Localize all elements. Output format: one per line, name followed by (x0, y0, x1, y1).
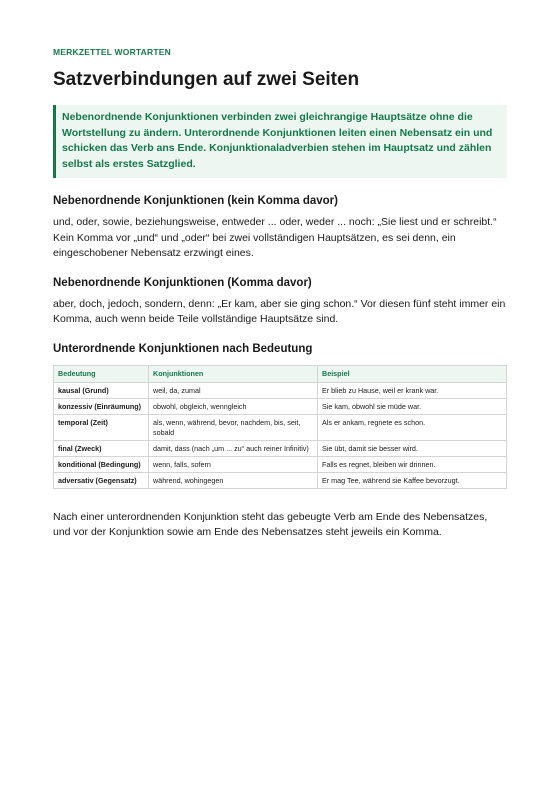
table-row (54, 440, 507, 456)
table-cell-example: Er mag Tee, während sie Kaffee bevorzugt. (318, 472, 507, 488)
table-cell-conjunctions: wenn, falls, sofern (149, 456, 318, 472)
section-body-coordinating-comma: aber, doch, jedoch, sondern, denn: „Er kam, aber sie ging schon.“ Vor diesen fünf steht immer ein Komma, auch wenn beide Teile vollständige Hauptsätze sind. (53, 297, 506, 325)
table-header-row (54, 365, 507, 382)
table-cell-example: Als er ankam, regnete es schon. (318, 414, 507, 440)
table-cell-meaning: temporal (Zeit) (54, 414, 149, 440)
table-row (54, 456, 507, 472)
page-title: Satzverbindungen auf zwei Seiten (53, 69, 360, 90)
table-cell-meaning: kausal (Grund) (54, 382, 149, 398)
table-cell-meaning: konditional (Bedingung) (54, 456, 149, 472)
table-header-cell: Beispiel (318, 365, 507, 382)
section-heading-subordinating: Unterordnende Konjunktionen nach Bedeutung (53, 342, 313, 355)
section-heading-coordinating-no-comma: Nebenordnende Konjunktionen (kein Komma davor) (53, 195, 338, 207)
table-row (54, 414, 507, 440)
table-cell-example: Falls es regnet, bleiben wir drinnen. (318, 456, 507, 472)
table-cell-conjunctions: obwohl, obgleich, wenngleich (149, 398, 318, 414)
closing-paragraph: Nach einer unterordnenden Konjunktion steht das gebeugte Verb am Ende des Nebensatzes, und vor der Konjunktion sowie am Ende des Nebensatzes steht jeweils ein Komma. (53, 510, 488, 538)
table-row (54, 472, 507, 488)
conjunction-table (53, 365, 507, 489)
table-cell-conjunctions: damit, dass (nach „um ... zu“ auch reiner Infinitiv) (149, 440, 318, 456)
table-cell-conjunctions: als, wenn, während, bevor, nachdem, bis, seit, sobald (149, 414, 318, 440)
kicker: MERKZETTEL WORTARTEN (53, 47, 171, 57)
table-cell-meaning: final (Zweck) (54, 440, 149, 456)
table-row (54, 382, 507, 398)
table-cell-example: Sie übt, damit sie besser wird. (318, 440, 507, 456)
table-cell-conjunctions: weil, da, zumal (149, 382, 318, 398)
section-heading-coordinating-comma: Nebenordnende Konjunktionen (Komma davor) (53, 276, 312, 289)
table-header-cell: Konjunktionen (149, 365, 318, 382)
summary-callout: Nebenordnende Konjunktionen verbinden zwei gleichrangige Hauptsätze ohne die Wortstellung zu ändern. Unterordnende Konjunktionen leiten einen Nebensatz ein und schicken das Verb ans Ende. Konjunktionaladverbien stehen im Hauptsatz und zählen selbst als erstes Satzglied. (53, 105, 507, 178)
table-row (54, 398, 507, 414)
table-cell-meaning: adversativ (Gegensatz) (54, 472, 149, 488)
table-cell-meaning: konzessiv (Einräumung) (54, 398, 149, 414)
table-header-cell: Bedeutung (54, 365, 149, 382)
table-cell-example: Sie kam, obwohl sie müde war. (318, 398, 507, 414)
section-body-coordinating-no-comma: und, oder, sowie, beziehungsweise, entweder ... oder, weder ... noch: „Sie liest und er schreibt.“ Kein Komma vor „und“ und „oder“ bei zwei vollständigen Hauptsätzen, es sei denn, ein eingeschobener Nebensatz erzwingt eines. (53, 216, 497, 259)
table-cell-conjunctions: während, wohingegen (149, 472, 318, 488)
table-cell-example: Er blieb zu Hause, weil er krank war. (318, 382, 507, 398)
